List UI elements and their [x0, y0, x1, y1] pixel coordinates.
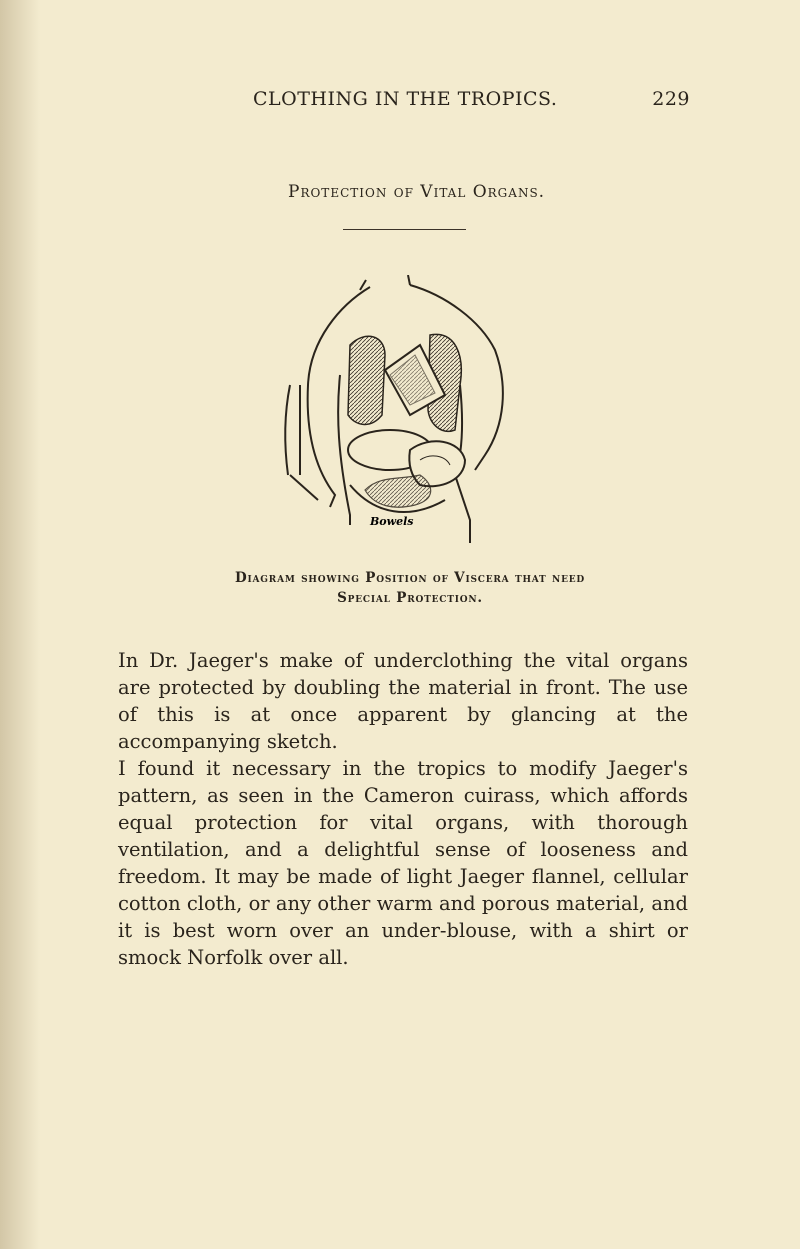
running-head	[150, 88, 690, 116]
caption-line-1: Diagram showing Position of Viscera that need	[235, 570, 585, 586]
intestines-shape	[365, 475, 431, 507]
paragraph-1: In Dr. Jaeger's make of underclothing the vital organs are protected by doubling the material in front. The use of this is at once apparent by glancing at the accompanying sketch.	[118, 649, 688, 753]
left-lung-shape	[348, 336, 385, 424]
running-title: CLOTHING IN THE TROPICS.	[253, 88, 558, 110]
page-edge-shadow	[0, 0, 40, 1249]
figure-caption	[120, 568, 700, 608]
viscera-diagram	[270, 275, 540, 555]
section-title: Protection of Vital Organs.	[288, 182, 546, 202]
bowels-label: Bowels	[370, 515, 414, 528]
page-number: 229	[652, 88, 690, 110]
body-text	[118, 647, 688, 971]
divider-rule	[343, 229, 466, 230]
caption-line-2: Special Protection.	[337, 590, 483, 606]
paragraph-2: I found it necessary in the tropics to modify Jaeger's pattern, as seen in the Cameron cuirass, which affords equal protection for vital organs, with thorough ventilation, and a delightful sense of looseness and freedom. It may be made of light Jaeger flannel, cellular cotton cloth, or any other warm and porous material, and it is best worn over an under-blouse, with a shirt or smock Norfolk over all.	[118, 757, 688, 969]
